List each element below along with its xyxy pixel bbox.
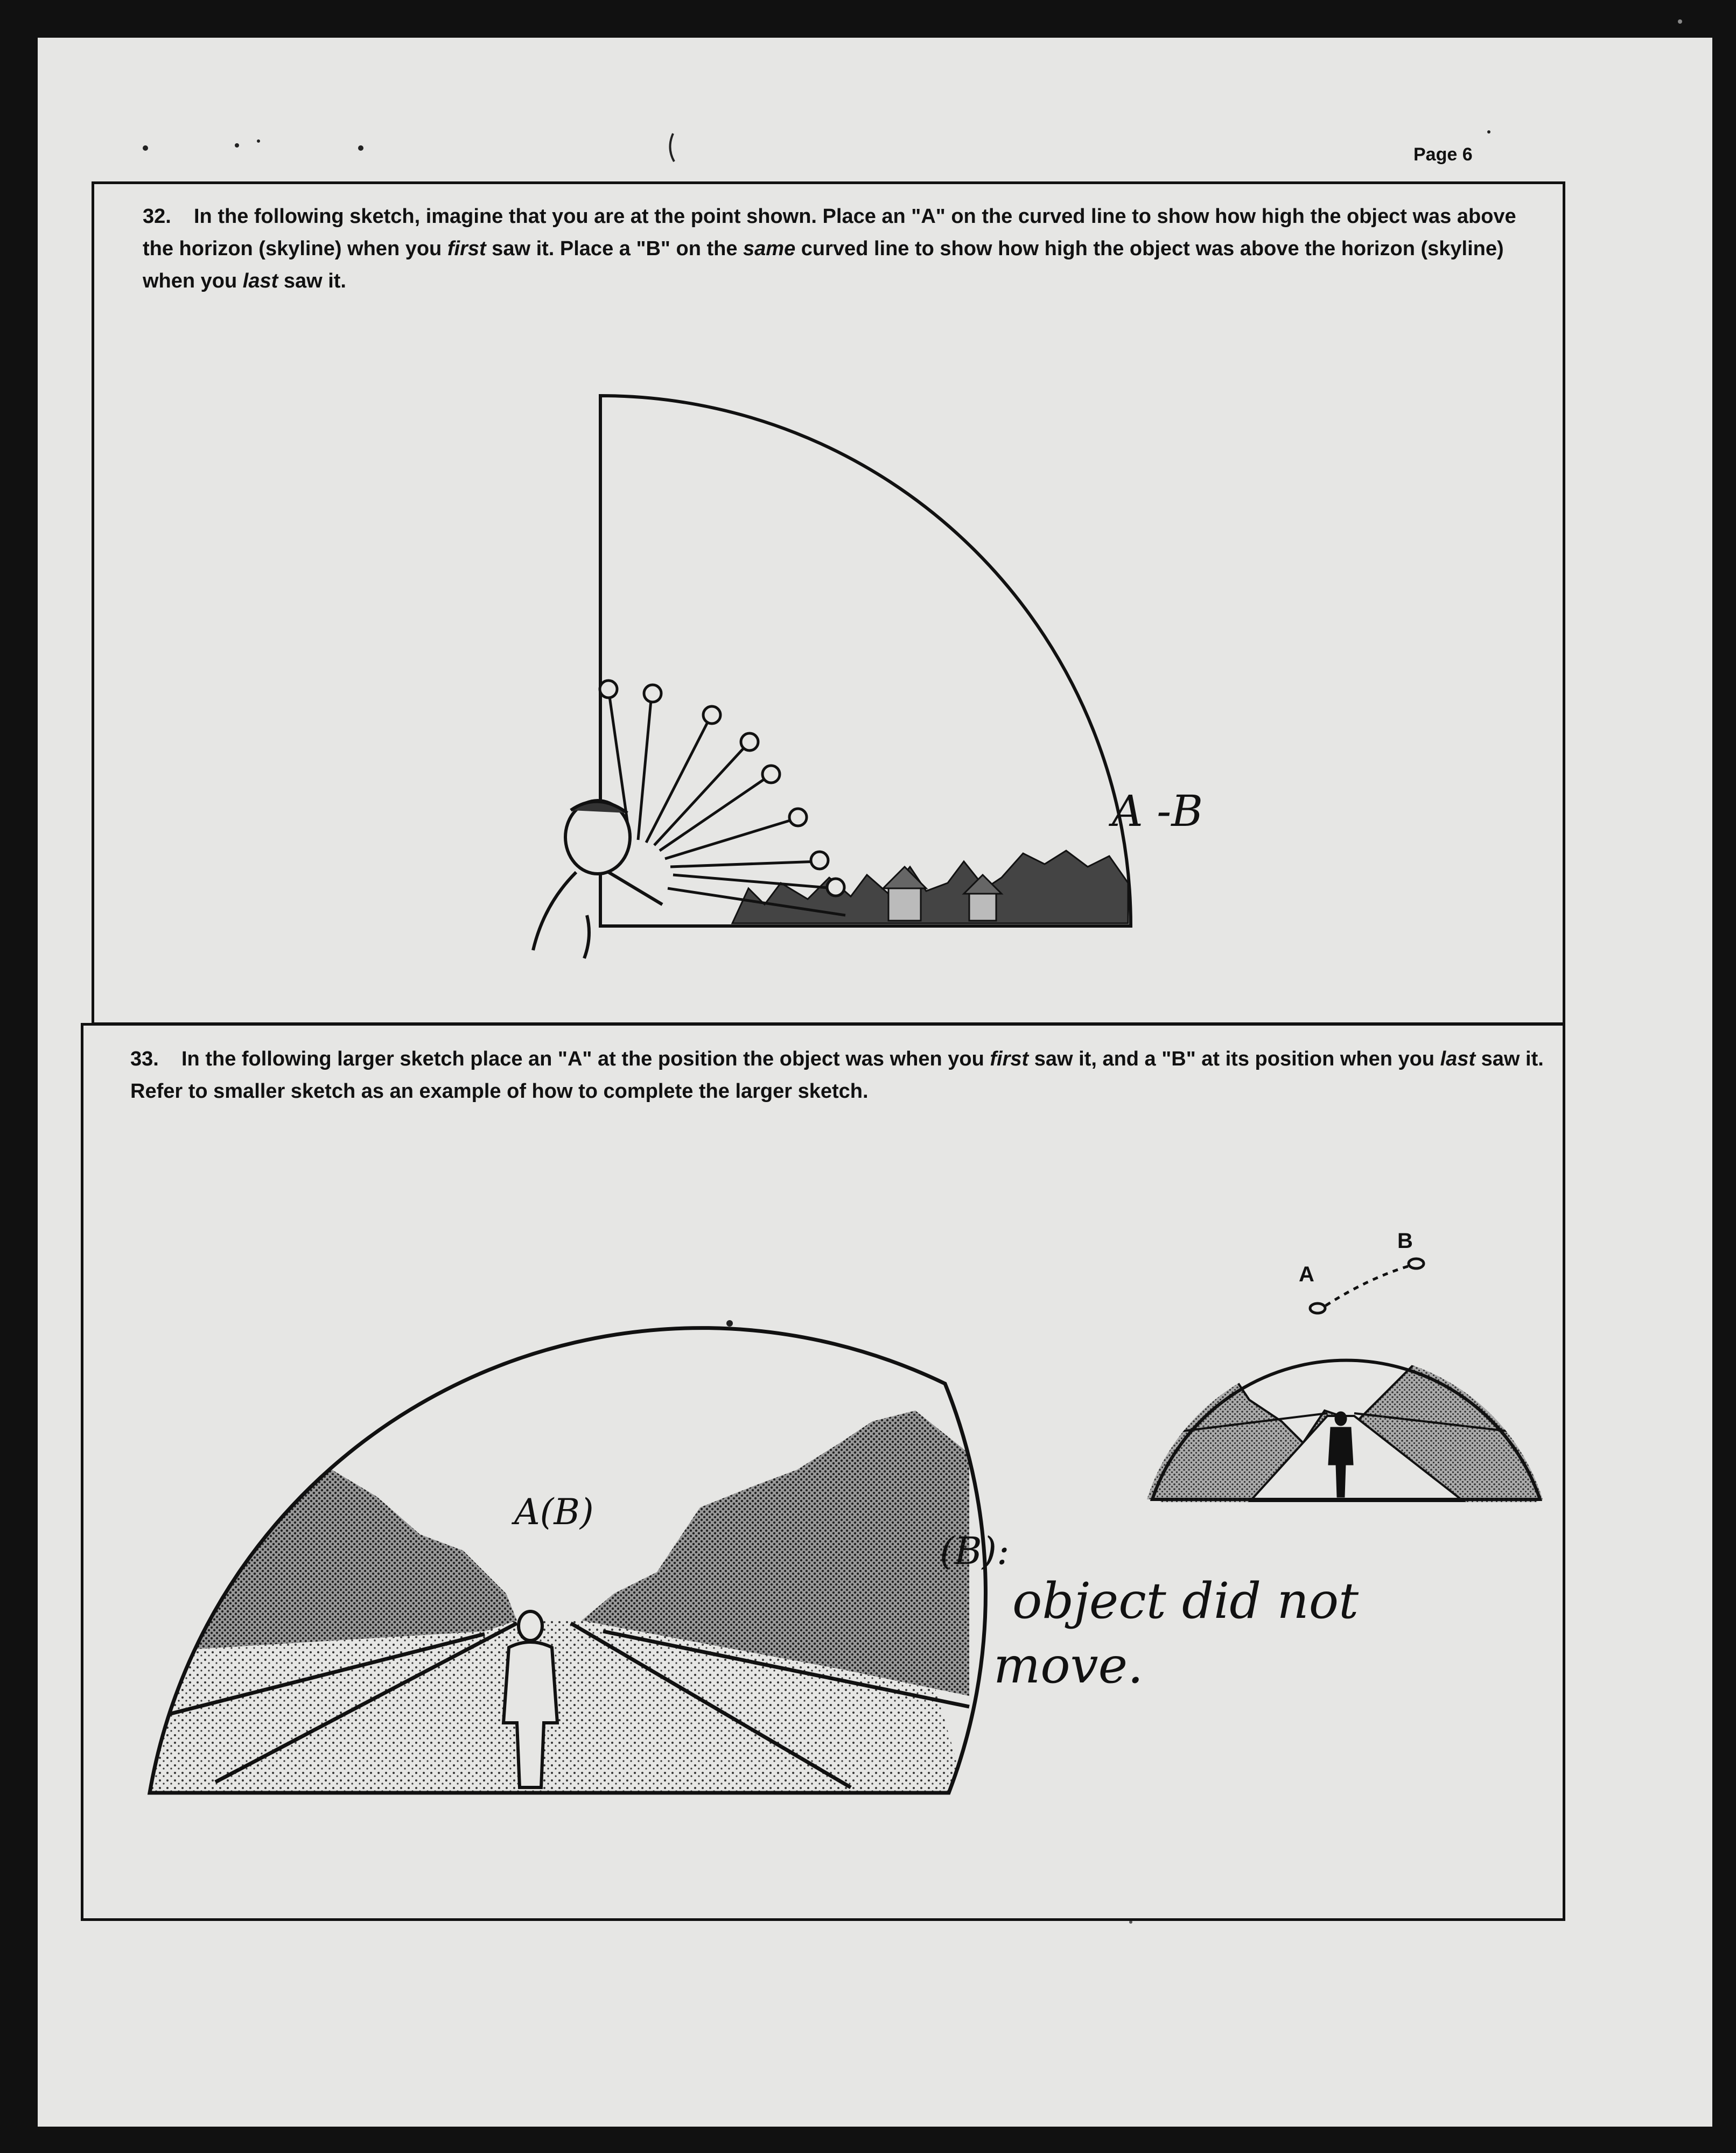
example-label-b: B bbox=[1397, 1229, 1413, 1253]
handwritten-note-label: (B): bbox=[940, 1529, 1010, 1573]
example-object-path bbox=[1310, 1259, 1424, 1313]
question-32-number: 32. bbox=[143, 205, 171, 228]
handwritten-mark-large-sketch: A(B) bbox=[514, 1491, 594, 1533]
question-33-text: 33. In the following larger sketch place an "A" at the position the object was when you first saw it, and a "B" at its position when you last saw it. Refer to smaller sketch as an example of how to complete the larger sketch. bbox=[130, 1043, 1552, 1107]
handwritten-note-line-2: move. bbox=[993, 1637, 1144, 1694]
handwritten-note-line-1: object did not bbox=[1012, 1572, 1359, 1630]
handwritten-answer-32: A -B bbox=[1112, 786, 1203, 836]
question-33-number: 33. bbox=[130, 1048, 159, 1070]
question-32-text: 32. In the following sketch, imagine that you are at the point shown. Place an "A" on the curved line to show how high the object was above the horizon (skyline) when you first saw it. Place a "B" on the same curved line to show how high the object was above the horizon (skyline) when you last saw it. bbox=[143, 200, 1532, 297]
example-label-a: A bbox=[1299, 1263, 1314, 1286]
page-number: Page 6 bbox=[1413, 144, 1473, 165]
